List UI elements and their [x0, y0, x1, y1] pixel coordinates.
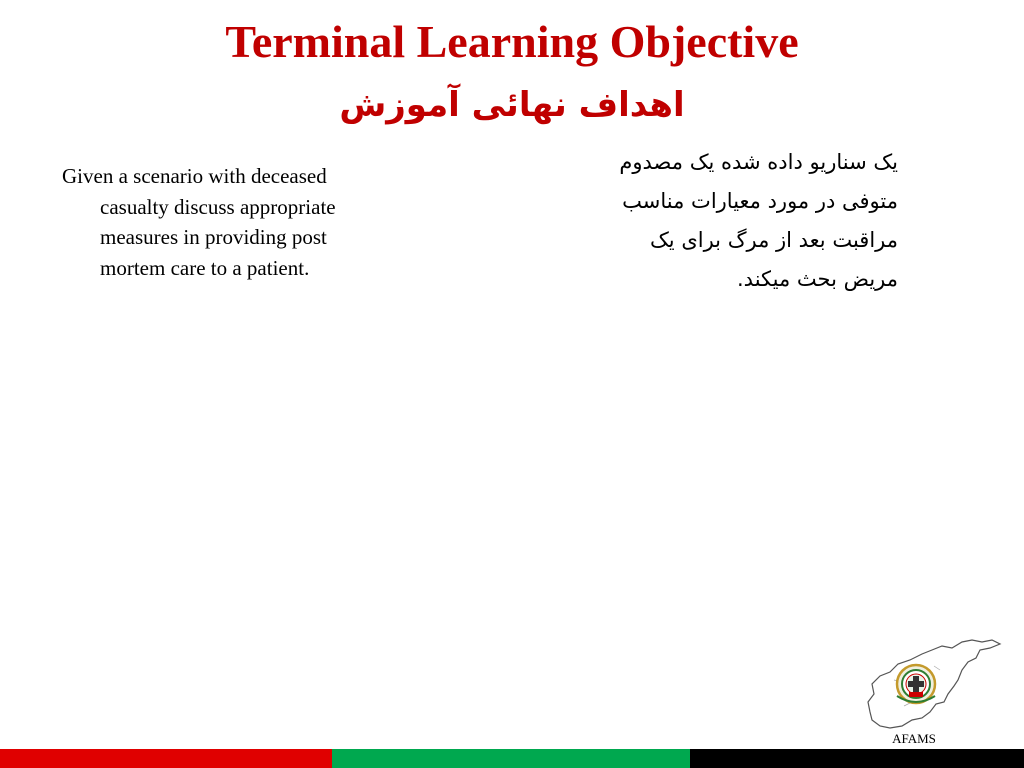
flag-color-band — [0, 749, 1024, 768]
afams-label: AFAMS — [892, 731, 936, 746]
slide-subtitle-persian: اهداف نهائی آموزش — [339, 85, 685, 125]
persian-objective-text: یک سناریو داده شده یک مصدوم متوفی در مورد معیارات مناسب مراقبت بعد از مرگ برای یک مریض بحث میکند. — [619, 150, 898, 291]
band-green-segment — [332, 749, 690, 768]
english-objective-text: Given a scenario with deceased casualty discuss appropriate measures in providing post mortem care to a patient. — [62, 164, 336, 280]
slide-title: Terminal Learning Objective — [225, 16, 799, 67]
band-red-segment — [0, 749, 332, 768]
afghanistan-map-logo — [864, 636, 1004, 731]
band-black-segment — [690, 749, 1024, 768]
afghanistan-map-with-afams-emblem-icon — [864, 636, 1004, 731]
